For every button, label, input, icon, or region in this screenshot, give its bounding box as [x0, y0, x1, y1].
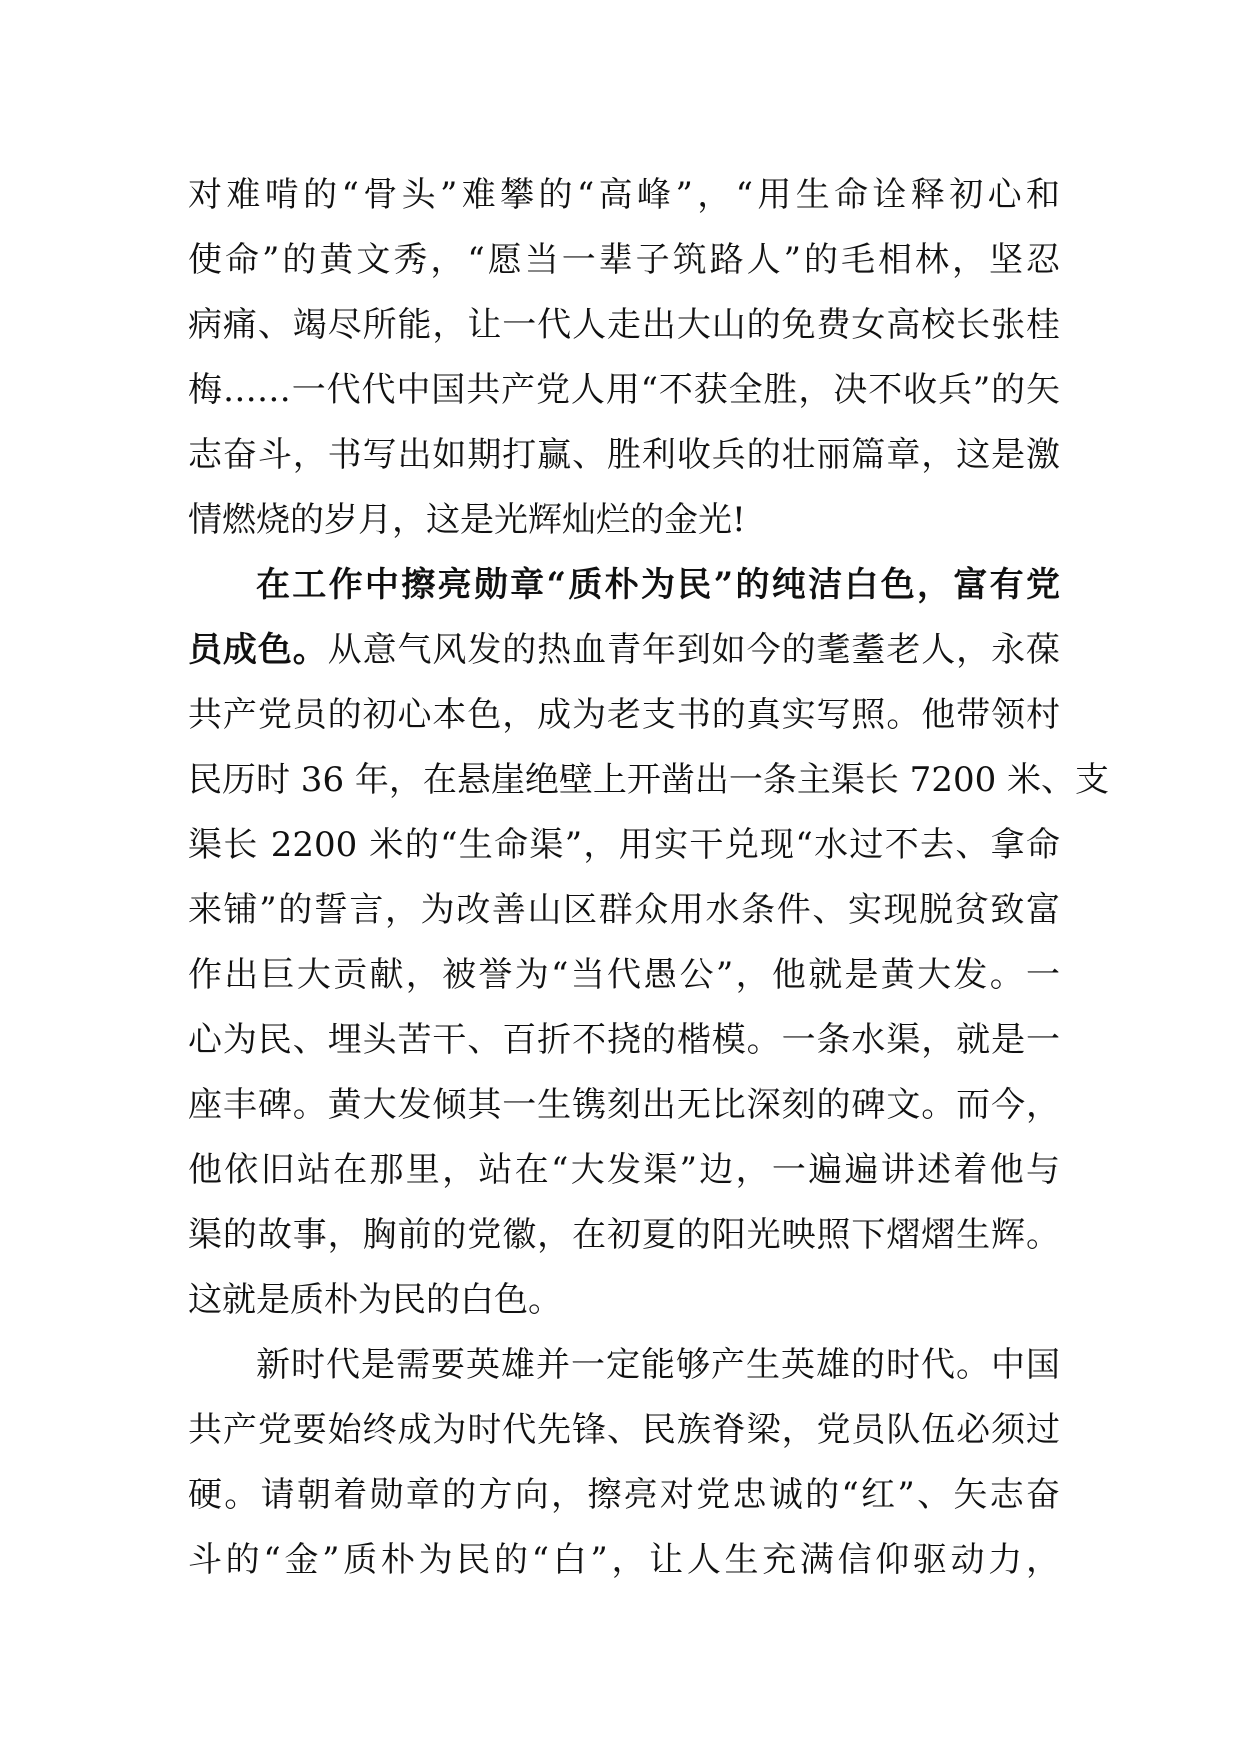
paragraph	[188, 1333, 1060, 1593]
body-text: 他依旧站在那里，站在“大发渠”边，一遍遍讲述着他与	[188, 1150, 1060, 1190]
paragraph	[188, 163, 1060, 553]
text-line	[188, 618, 1060, 683]
body-text: 作出巨大贡献，被誉为“当代愚公”，他就是黄大发。一	[188, 955, 1060, 995]
text-line	[188, 293, 1060, 358]
text-line	[188, 1203, 1060, 1268]
text-line	[188, 553, 1060, 618]
text-line	[188, 878, 1060, 943]
body-text: 座丰碑。黄大发倾其一生镌刻出无比深刻的碑文。而今，	[188, 1085, 1060, 1125]
body-text: 共产党员的初心本色，成为老支书的真实写照。他带领村	[188, 695, 1060, 735]
body-text: 心为民、埋头苦干、百折不挠的楷模。一条水渠，就是一	[188, 1020, 1060, 1060]
body-text: 情燃烧的岁月，这是光辉灿烂的金光!	[188, 500, 746, 540]
body-text: 对难啃的“骨头”难攀的“高峰”，“用生命诠释初心和	[188, 175, 1060, 215]
body-text: 使命”的黄文秀，“愿当一辈子筑路人”的毛相林，坚忍	[188, 240, 1060, 280]
text-line	[188, 813, 1060, 878]
text-line	[188, 683, 1060, 748]
body-text: 新时代是需要英雄并一定能够产生英雄的时代。中国	[256, 1345, 1060, 1385]
text-line	[188, 1138, 1060, 1203]
body-text: 渠长 2200 米的“生命渠”，用实干兑现“水过不去、拿命	[188, 825, 1060, 865]
body-text: 渠的故事，胸前的党徽，在初夏的阳光映照下熠熠生辉。	[188, 1215, 1060, 1255]
body-text: 斗的“金”质朴为民的“白”，让人生充满信仰驱动力，	[188, 1540, 1060, 1580]
text-line	[188, 488, 1060, 553]
text-line	[188, 1073, 1060, 1138]
text-line	[188, 423, 1060, 488]
body-text: 志奋斗，书写出如期打赢、胜利收兵的壮丽篇章，这是激	[188, 435, 1060, 475]
paragraph	[188, 553, 1110, 1333]
body-text: 梅……一代代中国共产党人用“不获全胜，决不收兵”的矢	[188, 370, 1060, 410]
text-line	[188, 1268, 1060, 1333]
body-text: 硬。请朝着勋章的方向，擦亮对党忠诚的“红”、矢志奋	[188, 1475, 1060, 1515]
body-text: 来铺”的誓言，为改善山区群众用水条件、实现脱贫致富	[188, 890, 1060, 930]
body-text: 共产党要始终成为时代先锋、民族脊梁，党员队伍必须过	[188, 1410, 1060, 1450]
body-text: 这就是质朴为民的白色。	[188, 1280, 562, 1320]
text-line	[188, 1528, 1060, 1593]
text-line	[188, 943, 1060, 1008]
body-text: 病痛、竭尽所能，让一代人走出大山的免费女高校长张桂	[188, 305, 1060, 345]
body-text: 从意气风发的热血青年到如今的耄耋老人，永葆	[327, 630, 1061, 670]
text-line	[188, 1463, 1060, 1528]
document-body	[188, 163, 1110, 1593]
text-line	[188, 1398, 1060, 1463]
text-line	[188, 228, 1060, 293]
body-text: 民历时 36 年，在悬崖绝壁上开凿出一条主渠长 7200 米、支	[188, 760, 1110, 800]
bold-heading-text: 员成色。	[188, 630, 328, 670]
text-line	[188, 1008, 1060, 1073]
bold-heading-text: 在工作中擦亮勋章“质朴为民”的纯洁白色，富有党	[256, 565, 1060, 605]
text-line	[188, 163, 1060, 228]
text-line	[188, 358, 1060, 423]
text-line	[188, 748, 1110, 813]
text-line	[188, 1333, 1060, 1398]
